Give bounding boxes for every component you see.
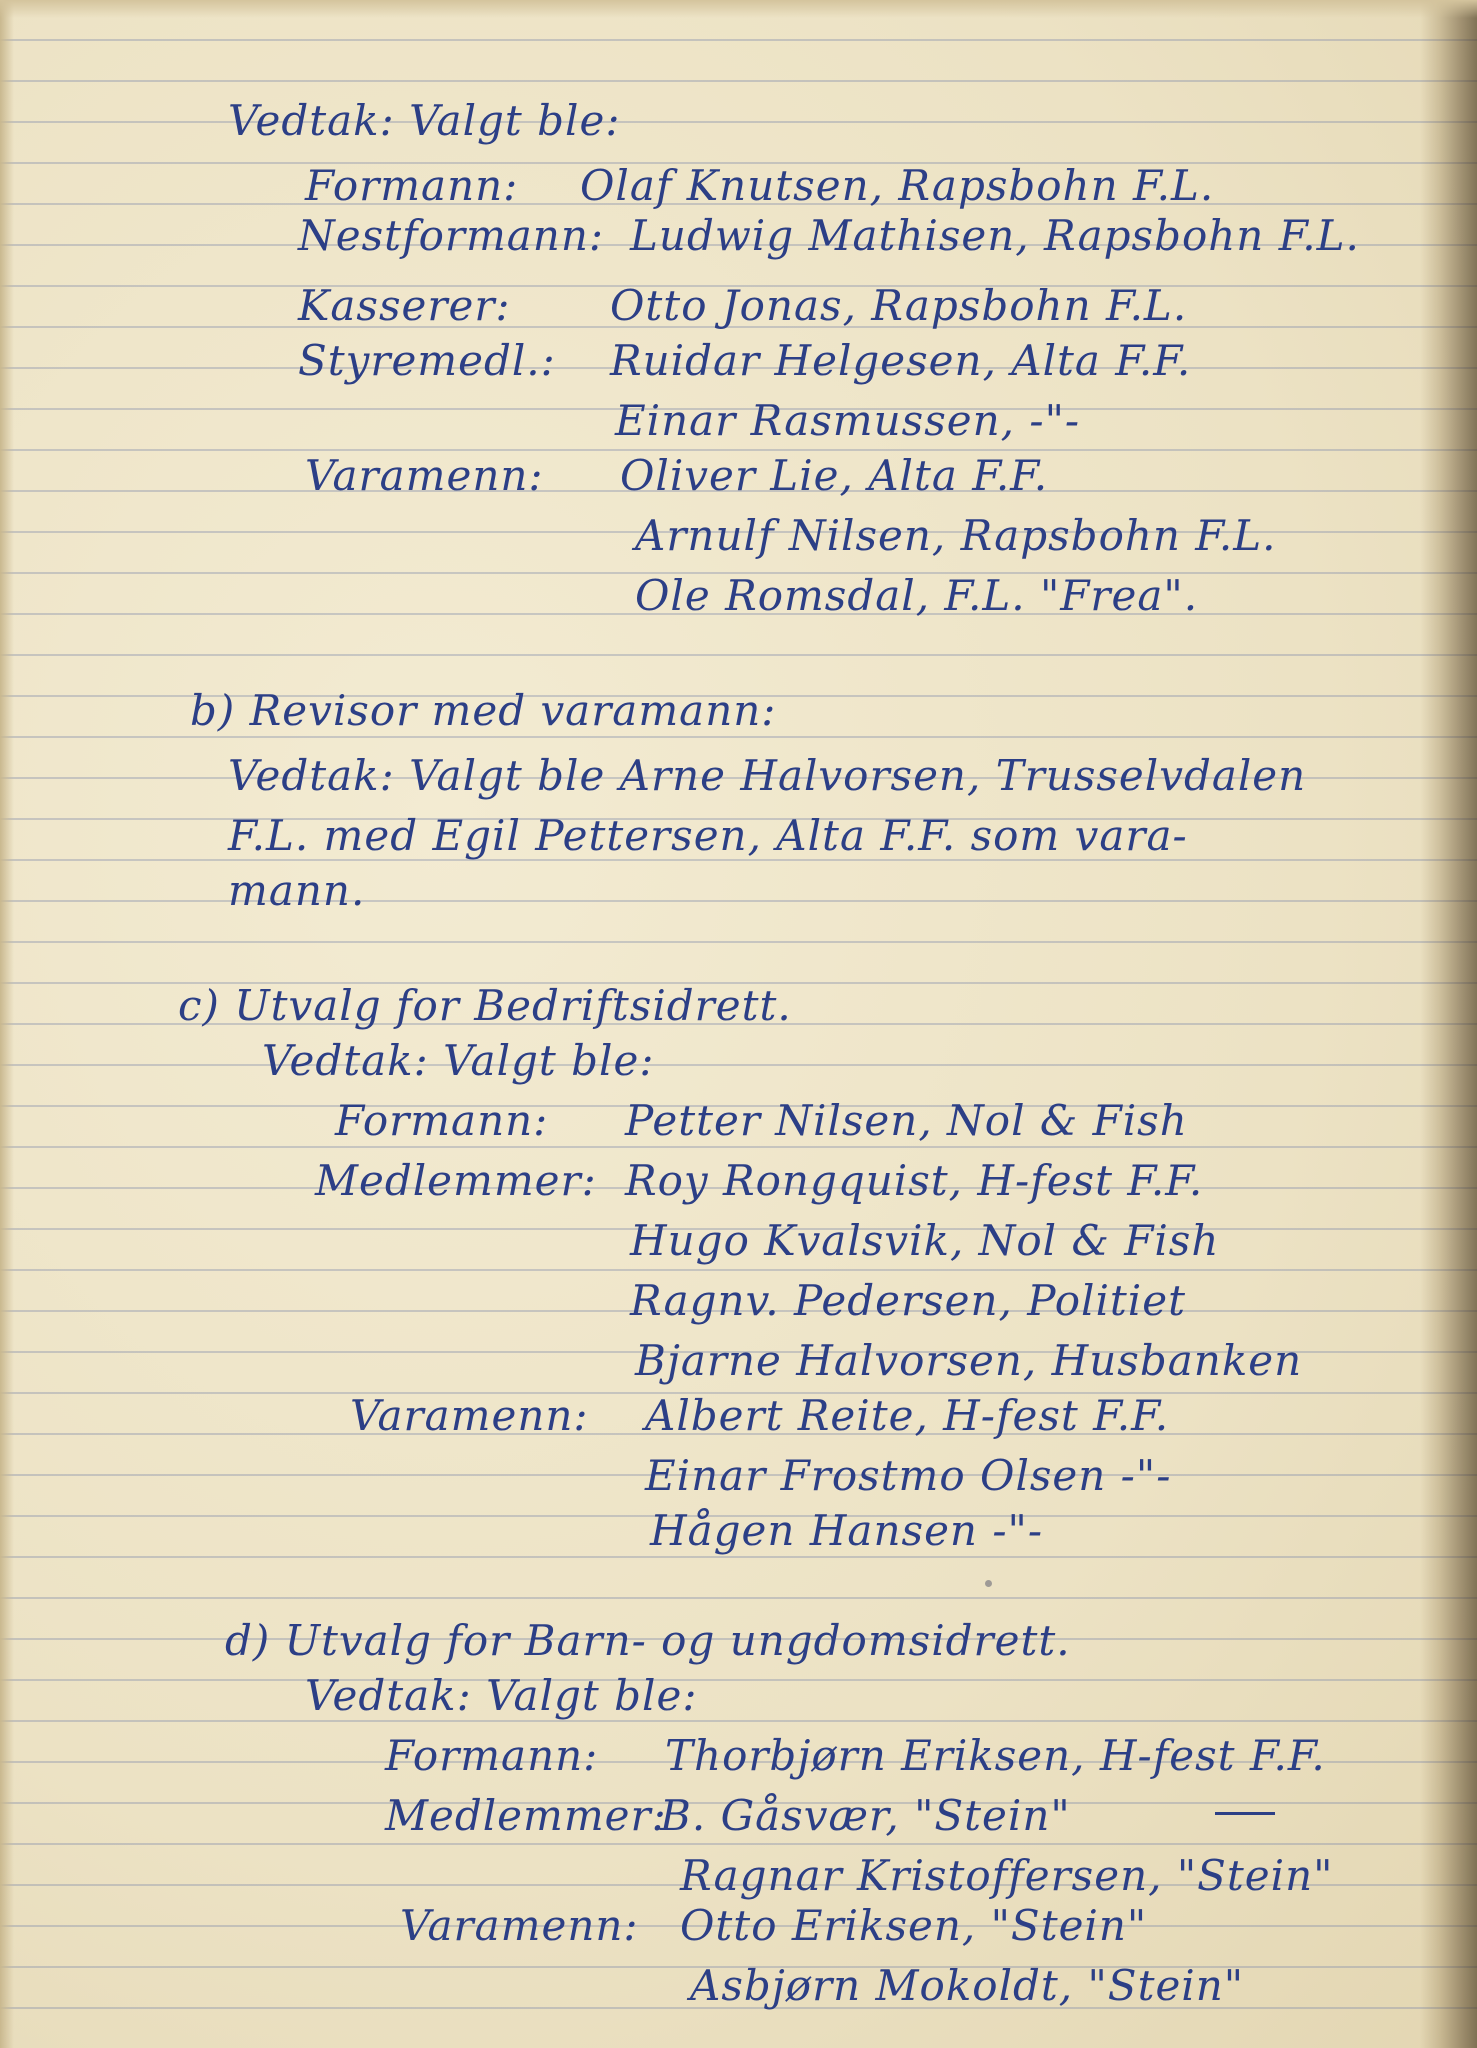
section-c-header: Vedtak: Valgt ble: <box>262 1036 655 1085</box>
section-c-value: Einar Frostmo Olsen -"- <box>645 1451 1172 1500</box>
section-a-value: Arnulf Nilsen, Rapsbohn F.L. <box>635 511 1277 560</box>
section-a-value: Oliver Lie, Alta F.F. <box>620 451 1049 500</box>
ditto-dash <box>1215 1812 1275 1815</box>
ink-blot <box>985 1580 992 1587</box>
section-d-heading: d) Utvalg for Barn- og ungdomsidrett. <box>225 1616 1071 1665</box>
section-a-header: Vedtak: Valgt ble: <box>228 96 621 145</box>
section-a-value: Olaf Knutsen, Rapsbohn F.L. <box>580 161 1215 210</box>
section-c-value: Bjarne Halvorsen, Husbanken <box>635 1336 1303 1385</box>
section-d-label: Formann: <box>385 1731 599 1780</box>
section-d-value: Otto Eriksen, "Stein" <box>680 1901 1148 1950</box>
section-c-value: Ragnv. Pedersen, Politiet <box>630 1276 1186 1325</box>
section-c-value: Hugo Kvalsvik, Nol & Fish <box>630 1216 1220 1265</box>
section-d-value: Ragnar Kristoffersen, "Stein" <box>680 1851 1334 1900</box>
section-a-label: Styremedl.: <box>298 336 556 385</box>
section-a-value: Otto Jonas, Rapsbohn F.L. <box>610 281 1188 330</box>
page-top-shadow <box>0 0 1477 18</box>
section-b-line: F.L. med Egil Pettersen, Alta F.F. som vara- <box>228 811 1188 860</box>
section-c-heading: c) Utvalg for Bedriftsidrett. <box>178 981 792 1030</box>
section-a-value: Einar Rasmussen, -"- <box>615 396 1081 445</box>
section-c-value: Petter Nilsen, Nol & Fish <box>625 1096 1188 1145</box>
page-edge-shadow <box>0 0 14 2048</box>
section-b-line: mann. <box>228 866 366 915</box>
section-d-value: Asbjørn Mokoldt, "Stein" <box>690 1961 1245 2010</box>
section-b-line: Vedtak: Valgt ble Arne Halvorsen, Trusselvdalen <box>228 751 1307 800</box>
section-a-value: Ludwig Mathisen, Rapsbohn F.L. <box>630 211 1360 260</box>
section-c-label: Formann: <box>335 1096 549 1145</box>
section-a-label: Nestformann: <box>298 211 605 260</box>
section-d-header: Vedtak: Valgt ble: <box>305 1671 698 1720</box>
section-a-label: Varamenn: <box>305 451 544 500</box>
section-c-label: Varamenn: <box>350 1391 589 1440</box>
section-a-label: Kasserer: <box>298 281 511 330</box>
section-b-heading: b) Revisor med varamann: <box>190 686 777 735</box>
section-d-value: Thorbjørn Eriksen, H-fest F.F. <box>665 1731 1326 1780</box>
section-d-label: Varamenn: <box>400 1901 639 1950</box>
section-d-value: B. Gåsvær, "Stein" <box>660 1791 1071 1840</box>
section-c-value: Albert Reite, H-fest F.F. <box>645 1391 1170 1440</box>
section-a-value: Ruidar Helgesen, Alta F.F. <box>610 336 1192 385</box>
section-d-label: Medlemmer: <box>385 1791 667 1840</box>
section-a-label: Formann: <box>305 161 519 210</box>
section-a-value: Ole Romsdal, F.L. "Frea". <box>635 571 1199 620</box>
section-c-label: Medlemmer: <box>315 1156 597 1205</box>
section-c-value: Roy Rongquist, H-fest F.F. <box>625 1156 1204 1205</box>
section-c-value: Hågen Hansen -"- <box>650 1506 1044 1555</box>
